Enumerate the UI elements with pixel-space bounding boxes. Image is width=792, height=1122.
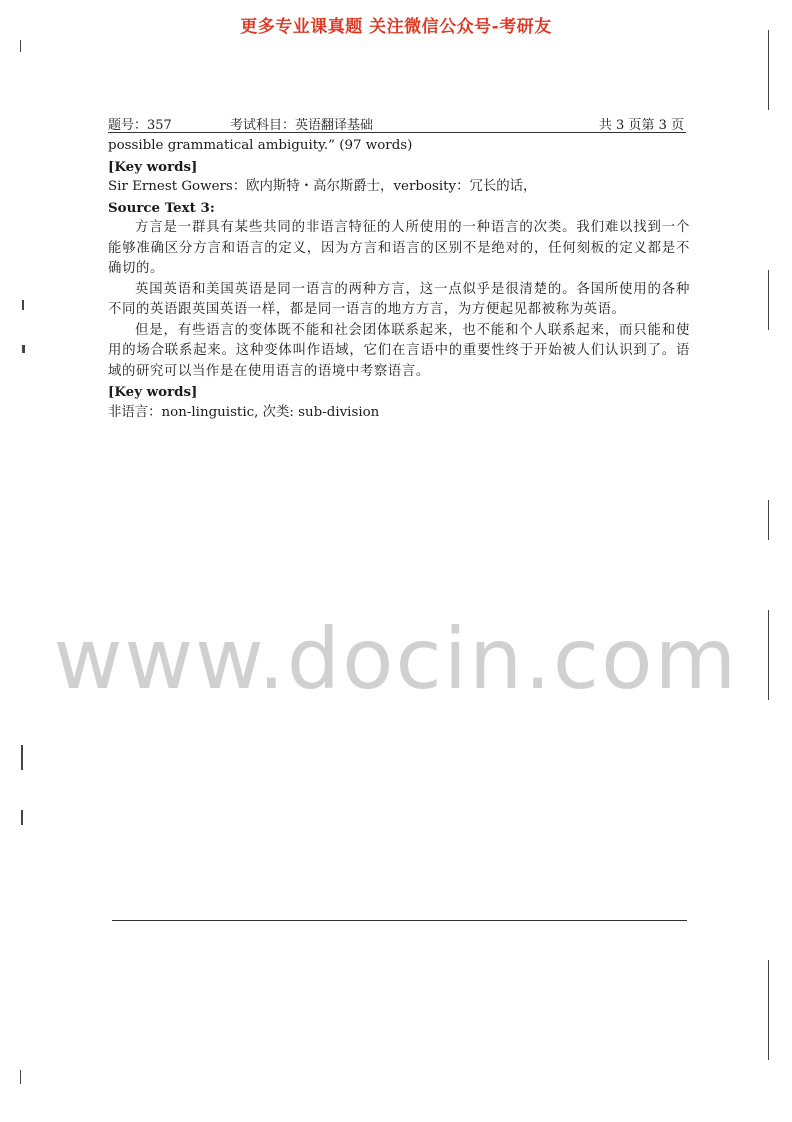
exam-header (108, 112, 686, 133)
exam-subject: 考试科目：英语翻译基础 (230, 118, 374, 133)
key-words-text-2: 非语言：non-linguistic, 次类: sub-division (108, 404, 380, 420)
key-words-heading-1: [Key words] (108, 158, 198, 175)
source-paragraph-2: 英国英语和美国英语是同一语言的两种方言，这一点似乎是很清楚的。各国所使用的各种不同的英语跟英国英语一样，都是同一语言的地方方言，为方便起见都被称为英语。 (108, 281, 690, 317)
scan-mark (768, 610, 769, 700)
watermark: www.docin.com (53, 610, 739, 708)
scan-mark (20, 40, 21, 52)
key-words-text-1: Sir Ernest Gowers：欧内斯特・高尔斯爵士，verbosity：冗长的话， (108, 179, 537, 194)
source-text-3-heading: Source Text 3: (108, 199, 215, 216)
scan-mark (22, 300, 24, 310)
key-words-heading-2: [Key words] (108, 384, 198, 400)
footer-rule (112, 920, 687, 921)
scan-mark (22, 345, 25, 353)
continuation-text: possible grammatical ambiguity.” (97 words) (108, 138, 413, 153)
scan-mark (768, 270, 769, 330)
promo-banner: 更多专业课真题 关注微信公众号-考研友 (240, 17, 552, 37)
question-number: 题号：357 (108, 118, 172, 133)
scan-mark (21, 810, 23, 825)
page-count: 共 3 页第 3 页 (598, 118, 684, 133)
scan-mark (768, 960, 769, 1060)
exam-body (108, 136, 690, 423)
source-paragraph-3: 但是，有些语言的变体既不能和社会团体联系起来，也不能和个人联系起来，而只能和使用的场合联系起来。这种变体叫作语域，它们在言语中的重要性终于开始被人们认识到了。语域的研究可以当作是在使用语言的语境中考察语言。 (108, 322, 690, 379)
scan-mark (768, 500, 769, 540)
scan-mark (768, 30, 769, 110)
scan-mark (21, 745, 23, 770)
source-paragraph-1: 方言是一群具有某些共同的非语言特征的人所使用的一种语言的次类。我们难以找到一个能够准确区分方言和语言的定义，因为方言和语言的区别不是绝对的，任何刻板的定义都是不确切的。 (108, 220, 690, 276)
scan-mark (20, 1070, 21, 1084)
